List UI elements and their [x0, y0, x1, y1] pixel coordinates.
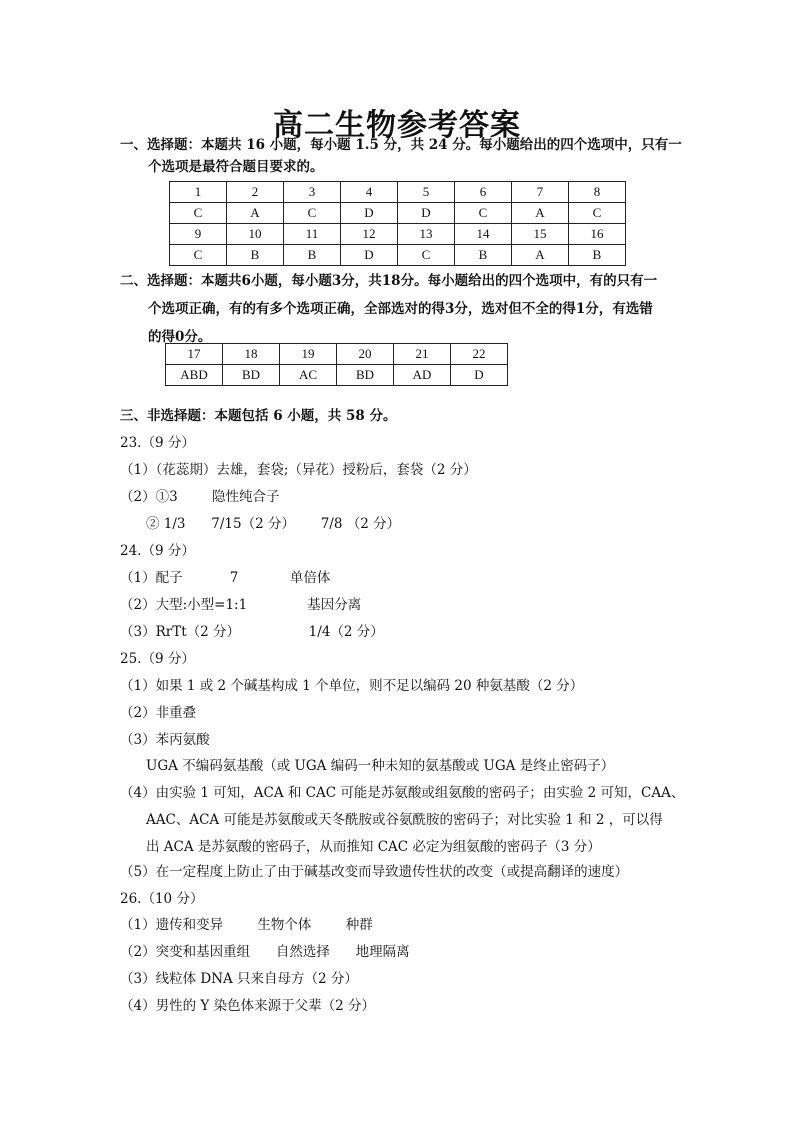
answer-line: （4）男性的 Y 染色体来源于父辈（2 分） — [120, 998, 375, 1014]
table-cell: 10 — [227, 224, 284, 245]
answer-line: （4）由实验 1 可知，ACA 和 CAC 可能是苏氨酸或组氨酸的密码子；由实验 2 可知，CAA、 — [120, 785, 685, 801]
section2-heading — [120, 267, 685, 351]
table-cell: 8 — [569, 182, 626, 203]
table-cell: D — [341, 245, 398, 266]
answer-line: 出 ACA 是苏氨酸的密码子，从而推知 CAC 必定为组氨酸的密码子（3 分） — [146, 839, 601, 855]
table-cell: 7 — [512, 182, 569, 203]
answer-line: （3）苯丙氨酸 — [120, 732, 210, 748]
answer-line: （3）线粒体 DNA 只来自母方（2 分） — [120, 971, 358, 987]
table-row — [170, 245, 626, 266]
section2-heading-line3: 的得0分。 — [148, 329, 212, 345]
answer-line: 26.（10 分） — [120, 891, 204, 907]
table-cell: 12 — [341, 224, 398, 245]
table-cell: D — [341, 203, 398, 224]
section1-heading-line1: 一、选择题：本题共 16 小题，每小题 1.5 分，共 24 分。每小题给出的四个选项中，只有一 — [120, 137, 682, 153]
table-row — [166, 365, 508, 386]
table-cell: 9 — [170, 224, 227, 245]
table-cell: B — [227, 245, 284, 266]
table-cell: B — [455, 245, 512, 266]
section2-heading-line1: 二、选择题：本题共6小题，每小题3分，共18分。每小题给出的四个选项中，有的只有一 — [120, 273, 658, 289]
answer-line: （2）非重叠 — [120, 705, 197, 721]
section3-heading: 三、非选择题：本题包括 6 小题，共 58 分。 — [120, 408, 397, 424]
table-cell: A — [227, 203, 284, 224]
answer-line: AAC、ACA 可能是苏氨酸或天冬酰胺或谷氨酰胺的密码子；对比实验 1 和 2 ，可以得 — [146, 812, 663, 828]
table-cell: BD — [337, 365, 394, 386]
table-cell: AD — [394, 365, 451, 386]
answer-line: （1）遗传和变异 生物个体 种群 — [120, 917, 373, 933]
table-cell: BD — [223, 365, 280, 386]
table-cell: 19 — [280, 344, 337, 365]
table-cell: A — [512, 203, 569, 224]
answer-line: （5）在一定程度上防止了由于碱基改变而导致遗传性状的改变（或提高翻译的速度） — [120, 864, 629, 880]
table-cell: B — [569, 245, 626, 266]
table-cell: C — [170, 203, 227, 224]
answer-line: （3）RrTt（2 分） 1/4（2 分） — [120, 624, 384, 640]
table-cell: AC — [280, 365, 337, 386]
answer-line: UGA 不编码氨基酸（或 UGA 编码一种未知的氨基酸或 UGA 是终止密码子） — [146, 758, 615, 774]
answer-line: （2）大型:小型=1:1 基因分离 — [120, 597, 362, 613]
table-cell: 22 — [451, 344, 508, 365]
answer-line: 23.（9 分） — [120, 435, 195, 451]
answer-line: （1）配子 7 单倍体 — [120, 570, 331, 586]
answer-line: 24.（9 分） — [120, 543, 195, 559]
table-cell: 21 — [394, 344, 451, 365]
table-row — [170, 224, 626, 245]
section1-heading-line2: 个选项是最符合题目要求的。 — [148, 159, 324, 175]
table-row — [166, 344, 508, 365]
table-cell: A — [512, 245, 569, 266]
table-cell: 15 — [512, 224, 569, 245]
table-cell: 6 — [455, 182, 512, 203]
table-row — [170, 182, 626, 203]
answer-line: （1）如果 1 或 2 个碱基构成 1 个单位，则不足以编码 20 种氨基酸（2 分） — [120, 678, 584, 694]
table-cell: C — [284, 203, 341, 224]
table-cell: 20 — [337, 344, 394, 365]
table-row — [170, 203, 626, 224]
table-cell: 18 — [223, 344, 280, 365]
answer-table-1 — [169, 181, 626, 266]
table-cell: D — [451, 365, 508, 386]
table-cell: C — [170, 245, 227, 266]
answer-table-2 — [165, 343, 508, 386]
section1-heading — [120, 134, 685, 178]
table-cell: 4 — [341, 182, 398, 203]
table-cell: 2 — [227, 182, 284, 203]
table-cell: 13 — [398, 224, 455, 245]
table-cell: 1 — [170, 182, 227, 203]
table-cell: 17 — [166, 344, 223, 365]
table-cell: ABD — [166, 365, 223, 386]
table-cell: 11 — [284, 224, 341, 245]
page-title: 高二生物参考答案 — [273, 108, 521, 143]
table-cell: 14 — [455, 224, 512, 245]
table-cell: B — [284, 245, 341, 266]
answer-line: 25.（9 分） — [120, 651, 195, 667]
answer-line: （2）①3 隐性纯合子 — [120, 489, 280, 505]
section2-heading-line2: 个选项正确，有的有多个选项正确，全部选对的得3分，选对但不全的得1分，有选错 — [148, 301, 653, 317]
table-cell: C — [569, 203, 626, 224]
table-cell: C — [398, 245, 455, 266]
table-cell: D — [398, 203, 455, 224]
table-cell: 3 — [284, 182, 341, 203]
table-cell: 16 — [569, 224, 626, 245]
answer-line: （2）突变和基因重组 自然选择 地理隔离 — [120, 944, 410, 960]
answer-line: （1）（花蕊期）去雄，套袋;（异花）授粉后，套袋（2 分） — [120, 462, 477, 478]
table-cell: 5 — [398, 182, 455, 203]
table-cell: C — [455, 203, 512, 224]
answer-line: ② 1/3 7/15（2 分） 7/8 （2 分） — [146, 516, 401, 532]
